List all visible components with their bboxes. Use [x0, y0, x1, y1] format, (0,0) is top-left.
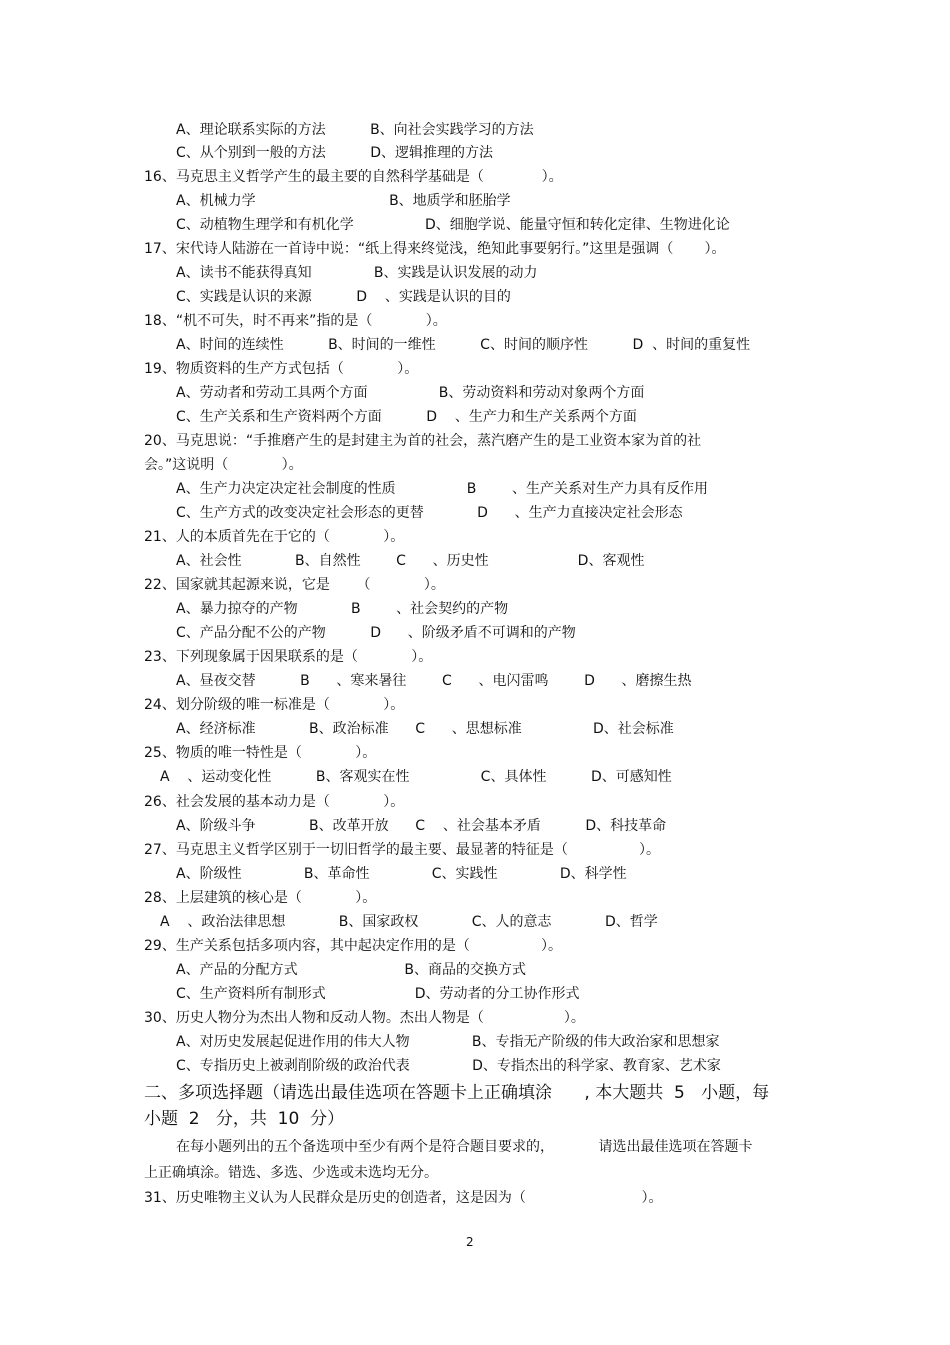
option-line: A、机械力学 B、地质学和胚胎学	[176, 193, 511, 209]
option-line: A、暴力掠夺的产物 B 、社会契约的产物	[176, 601, 509, 617]
option-line: A、对历史发展起促进作用的伟大人物 B、专指无产阶级的伟大政治家和思想家	[176, 1034, 720, 1050]
option-line: C、生产资料所有制形式 D、劳动者的分工协作形式	[176, 986, 580, 1002]
option-line: C、从个别到一般的方法 D、逻辑推理的方法	[176, 145, 494, 161]
question-30: 30、历史人物分为杰出人物和反动人物。杰出人物是（ ）。	[144, 1010, 585, 1026]
option-line: A、产品的分配方式 B、商品的交换方式	[176, 962, 526, 978]
question-18: 18、“机不可失，时不再来”指的是（ ）。	[144, 313, 447, 329]
question-31: 31、历史唯物主义认为人民群众是历史的创造者，这是因为（ ）。	[144, 1190, 663, 1206]
option-line: A、社会性 B、自然性 C 、历史性 D、客观性	[176, 553, 645, 569]
option-line: A、阶级性 B、革命性 C、实践性 D、科学性	[176, 866, 627, 882]
question-20-cont: 会。”这说明（ ）。	[144, 457, 303, 473]
question-17: 17、宋代诗人陆游在一首诗中说：“纸上得来终觉浅，绝知此事要躬行。”这里是强调（ ）。	[144, 241, 726, 257]
section-instructions: 在每小题列出的五个备选项中至少有两个是符合题目要求的， 请选出最佳选项在答题卡	[176, 1139, 753, 1155]
option-line: C、专指历史上被剥削阶级的政治代表 D、专指杰出的科学家、教育家、艺术家	[176, 1058, 721, 1074]
question-25: 25、物质的唯一特性是（ ）。	[144, 745, 377, 761]
question-29: 29、生产关系包括多项内容，其中起决定作用的是（ ）。	[144, 938, 563, 954]
option-line: A、读书不能获得真知 B、实践是认识发展的动力	[176, 265, 538, 281]
question-26: 26、社会发展的基本动力是（ ）。	[144, 794, 405, 810]
section-instructions-cont: 上正确填涂。错选、多选、少选或未选均无分。	[144, 1165, 438, 1181]
question-19: 19、物质资料的生产方式包括（ ）。	[144, 361, 419, 377]
option-line: A、昼夜交替 B 、寒来暑往 C 、电闪雷鸣 D 、磨擦生热	[176, 673, 692, 689]
option-line: A 、政治法律思想 B、国家政权 C、人的意志 D、哲学	[160, 914, 658, 930]
option-line: A、时间的连续性 B、时间的一维性 C、时间的顺序性 D 、时间的重复性	[176, 337, 751, 353]
option-line: C、动植物生理学和有机化学 D、细胞学说、能量守恒和转化定律、生物进化论	[176, 217, 730, 233]
page-number: 2	[466, 1235, 474, 1249]
question-28: 28、上层建筑的核心是（ ）。	[144, 890, 377, 906]
option-line: C、实践是认识的来源 D 、实践是认识的目的	[176, 289, 511, 305]
option-line: A、经济标准 B、政治标准 C 、思想标准 D、社会标准	[176, 721, 674, 737]
section-title: 二、多项选择题（请选出最佳选项在答题卡上正确填涂 , 本大题共 5 小题，每	[144, 1083, 770, 1103]
option-line: A 、运动变化性 B、客观实在性 C、具体性 D、可感知性	[160, 769, 672, 785]
question-23: 23、下列现象属于因果联系的是（ ）。	[144, 649, 433, 665]
option-line: A、阶级斗争 B、改革开放 C 、社会基本矛盾 D、科技革命	[176, 818, 667, 834]
option-line: A、劳动者和劳动工具两个方面 B、劳动资料和劳动对象两个方面	[176, 385, 645, 401]
question-20: 20、马克思说：“手推磨产生的是封建主为首的社会，蒸汽磨产生的是工业资本家为首的社	[144, 433, 702, 449]
question-27: 27、马克思主义哲学区别于一切旧哲学的最主要、最显著的特征是（ ）。	[144, 842, 661, 858]
option-line: A、理论联系实际的方法 B、向社会实践学习的方法	[176, 122, 534, 138]
question-16: 16、马克思主义哲学产生的最主要的自然科学基础是（ ）。	[144, 169, 563, 185]
option-line: C、生产方式的改变决定社会形态的更替 D 、生产力直接决定社会形态	[176, 505, 683, 521]
question-24: 24、划分阶级的唯一标准是（ ）。	[144, 697, 405, 713]
section-title-cont: 小题 2 分，共 10 分）	[144, 1109, 345, 1129]
option-line: A、生产力决定决定社会制度的性质 B 、生产关系对生产力具有反作用	[176, 481, 708, 497]
option-line: C、产品分配不公的产物 D 、阶级矛盾不可调和的产物	[176, 625, 576, 641]
question-21: 21、人的本质首先在于它的（ ）。	[144, 529, 405, 545]
question-22: 22、国家就其起源来说，它是 （ ）。	[144, 577, 445, 593]
option-line: C、生产关系和生产资料两个方面 D 、生产力和生产关系两个方面	[176, 409, 637, 425]
